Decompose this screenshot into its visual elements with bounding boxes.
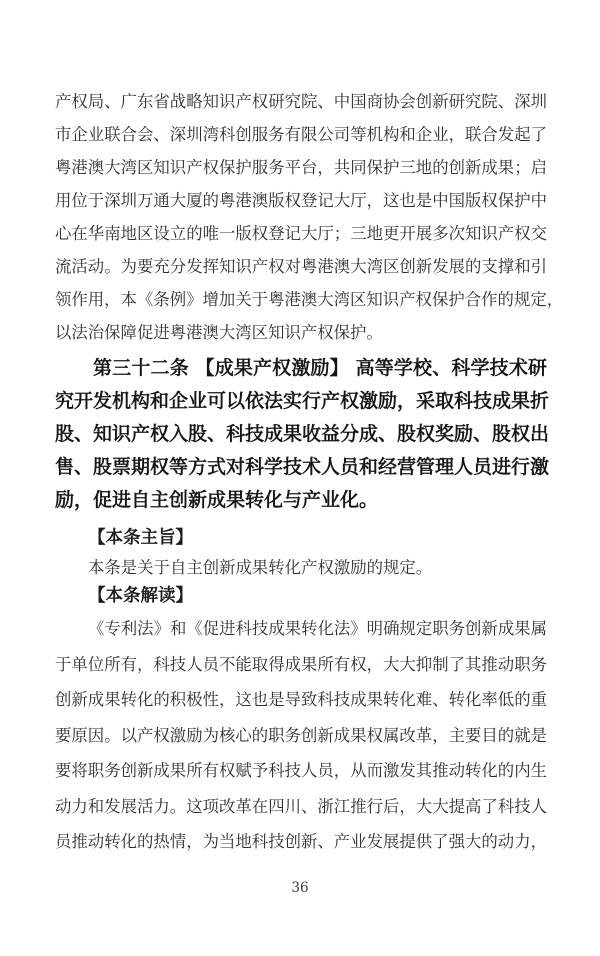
text-line: 产权局、广东省战略知识产权研究院、中国商协会创新研究院、深圳: [55, 92, 547, 111]
text-line: 市企业联合会、深圳湾科创服务有限公司等机构和企业，联合发起了: [55, 125, 547, 144]
page-number: 36: [291, 880, 309, 896]
text-line: 于单位所有，科技人员不能取得成果所有权，大大抑制了其推动职务: [55, 654, 547, 674]
text-line: 领作用，本《条例》增加关于粤港澳大湾区知识产权保护合作的规定，: [55, 290, 564, 309]
text-column: [55, 85, 564, 860]
text-line: 售、股票期权等方式对科学技术人员和经营管理人员进行激: [55, 456, 550, 478]
text-line: 《专利法》和《促进科技成果转化法》明确规定职务创新成果属: [88, 619, 547, 638]
paragraph-article-32: [55, 352, 550, 517]
text-line: 动力和发展活力。这项改革在四川、浙江推行后，大大提高了科技人: [55, 796, 547, 816]
text-line: 用位于深圳万通大厦的粤港澳版权登记大厅，这也是中国版权保护中: [55, 191, 547, 210]
text-line: 创新成果转化的积极性，这也是导致科技成果转化难、转化率低的重: [55, 690, 547, 709]
text-line: 流活动。为要充分发挥知识产权对粤港澳大湾区创新发展的支撑和引: [55, 257, 547, 276]
text-line: 以法治保障促进粤港澳大湾区知识产权保护。: [55, 323, 383, 342]
paragraph-interpretation: [55, 611, 547, 860]
text-line: 粤港澳大湾区知识产权保护服务平台，共同保护三地的创新成果；启: [55, 158, 547, 177]
text-line: 励，促进自主创新成果转化与产业化。: [55, 489, 379, 511]
paragraph-continuation: [55, 85, 564, 349]
text-line: 第三十二条 【成果产权激励】 高等学校、科学技术研: [93, 357, 547, 379]
text-line: 心在华南地区设立的唯一版权登记大厅；三地更开展多次知识产权交: [55, 224, 547, 243]
text-line: 员推动转化的热情，为当地科技创新、产业发展提供了强大的动力，: [55, 832, 547, 851]
text-line: 股、知识产权入股、科技成果收益分成、股权奖励、股权出: [55, 423, 550, 445]
text-line: 要将职务创新成果所有权赋予科技人员，从而激发其推动转化的内生: [55, 761, 547, 780]
heading-gist: 【本条主旨】: [88, 528, 193, 548]
text-line: 要原因。以产权激励为核心的职务创新成果权属改革，主要目的就是: [55, 725, 547, 745]
heading-interpretation: 【本条解读】: [88, 586, 193, 606]
text-line: 究开发机构和企业可以依法实行产权激励，采取科技成果折: [55, 390, 550, 412]
gist-text: 本条是关于自主创新成果转化产权激励的规定。: [88, 558, 433, 577]
